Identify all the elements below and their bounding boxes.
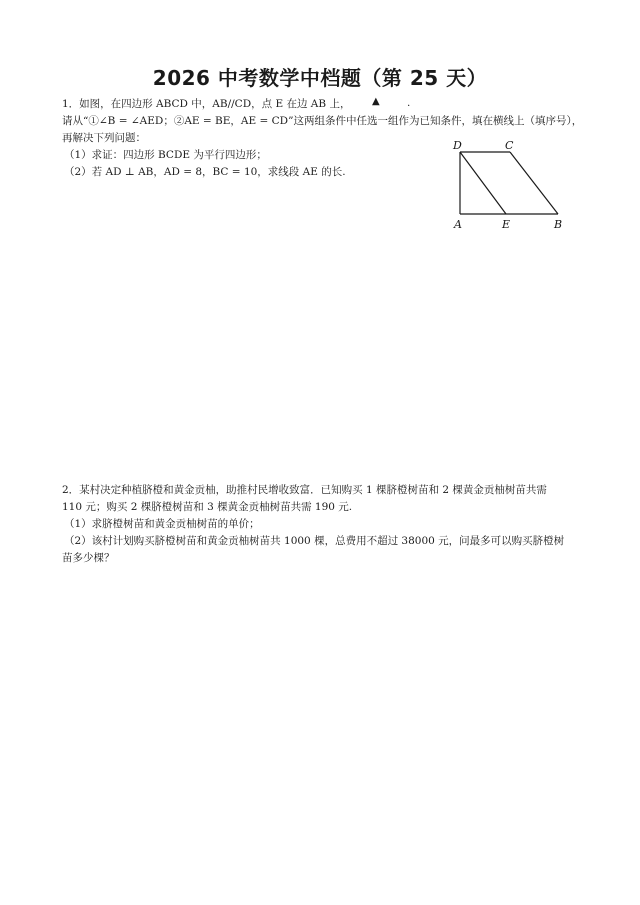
label-b: B — [554, 218, 563, 231]
problem1-part2: （2）若 AD ⊥ AB，AD = 8，BC = 10，求线段 AE 的长. — [64, 166, 346, 178]
label-d: D — [453, 139, 462, 152]
problem1-part1: （1）求证：四边形 BCDE 为平行四边形； — [64, 149, 267, 161]
problem2-part2-line2: 苗多少棵？ — [62, 552, 115, 564]
problem2-line1: 2．某村决定种植脐橙和黄金贡柚，助推村民增收致富．已知购买 1 棵脐橙树苗和 2 棵黄金贡柚树苗共需 — [62, 484, 547, 496]
problem2-part2-line1: （2）该村计划购买脐橙树苗和黄金贡柚树苗共 1000 棵，总费用不超过 38000 元，问最多可以购买脐橙树 — [64, 535, 565, 547]
segment-de — [460, 152, 506, 214]
problem1-line2: 请从“①∠B = ∠AED；②AE = BE，AE = CD”这两组条件中任选一组作为已知条件，填在横线上（填序号）， — [62, 115, 583, 127]
answer-blank-triangle-icon: ▲ — [372, 96, 380, 107]
label-a: A — [454, 218, 462, 231]
page-title: 2026 中考数学中档题（第 25 天） — [152, 66, 488, 90]
quadrilateral-figure — [444, 136, 574, 234]
problem2-line2: 110 元；购买 2 棵脐橙树苗和 3 棵黄金贡柚树苗共需 190 元. — [62, 501, 353, 513]
problem1-line3: 再解决下列问题： — [62, 132, 146, 144]
label-c: C — [505, 139, 514, 152]
problem1-line1: 1．如图，在四边形 ABCD 中，AB//CD，点 E 在边 AB 上， — [62, 98, 351, 110]
answer-blank-end: . — [407, 97, 411, 109]
segment-cb — [510, 152, 558, 214]
problem2-part1: （1）求脐橙树苗和黄金贡柚树苗的单价； — [64, 518, 260, 530]
label-e: E — [502, 218, 511, 231]
